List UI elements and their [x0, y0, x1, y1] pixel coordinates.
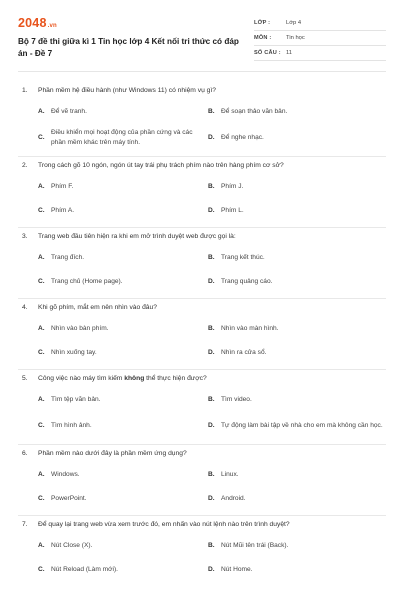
question-title: [18, 516, 386, 534]
option-letter: D.: [208, 349, 215, 357]
question-text: Trang web đầu tiên hiện ra khi em mở trình duyệt web được gọi là:: [38, 233, 236, 240]
option-letter: B.: [208, 471, 215, 479]
option-b[interactable]: [208, 100, 398, 124]
question-title: [18, 370, 386, 388]
option-a[interactable]: [38, 100, 208, 124]
option-text: Android.: [221, 495, 246, 503]
option-letter: D.: [208, 566, 215, 574]
logo-suffix: .vn: [47, 23, 57, 29]
question-title: [18, 445, 386, 463]
question-7: [18, 516, 386, 586]
option-text: Trang quảng cáo.: [221, 278, 273, 286]
option-letter: D.: [208, 495, 215, 503]
option-text: Nhìn xuống tay.: [51, 349, 97, 357]
option-text: Linux.: [221, 471, 239, 479]
option-text: Windows.: [51, 471, 80, 479]
meta-value: Tin học: [286, 35, 305, 41]
question-title: [18, 157, 386, 175]
page-title: Bộ 7 đề thi giữa kì 1 Tin học lớp 4 Kết nối tri thức có đáp án - Đề 7: [18, 37, 239, 58]
question-text: Phần mềm nào dưới đây là phần mềm ứng dụng?: [38, 450, 187, 457]
option-b[interactable]: [208, 175, 398, 199]
meta-value: Lớp 4: [286, 20, 302, 26]
option-c[interactable]: [38, 124, 208, 152]
option-letter: B.: [208, 542, 215, 550]
option-text: Nút Close (X).: [51, 542, 93, 550]
option-letter: B.: [208, 396, 215, 404]
question-text-part: Công việc nào máy tìm kiếm: [38, 375, 125, 382]
question-text-part: thể thực hiện được?: [144, 375, 207, 382]
option-letter: C.: [38, 207, 45, 215]
question-2: [18, 157, 386, 228]
option-a[interactable]: [38, 317, 208, 341]
option-c[interactable]: [38, 558, 208, 582]
option-a[interactable]: [38, 534, 208, 558]
question-title: [18, 299, 386, 317]
option-letter: C.: [38, 278, 45, 286]
question-title: [18, 82, 386, 100]
option-text: Phím A.: [51, 207, 75, 215]
question-number: 7.: [22, 521, 28, 528]
option-d[interactable]: [208, 558, 398, 582]
option-d[interactable]: [208, 124, 398, 152]
option-list: [18, 388, 386, 440]
option-text: Trang kết thúc.: [221, 254, 265, 262]
option-a[interactable]: [38, 246, 208, 270]
option-list: [18, 175, 386, 223]
question-1: [18, 82, 386, 157]
option-text: Trang đích.: [51, 254, 85, 262]
option-text: Nút Mũi tên trái (Back).: [221, 542, 289, 550]
question-number: 1.: [22, 87, 28, 94]
option-letter: A.: [38, 471, 45, 479]
option-letter: A.: [38, 396, 45, 404]
option-letter: D.: [208, 207, 215, 215]
question-3: [18, 228, 386, 299]
option-a[interactable]: [38, 175, 208, 199]
meta-row-grade: [254, 16, 386, 31]
question-text: Trong cách gõ 10 ngón, ngón út tay trái phụ trách phím nào trên hàng phím cơ sở?: [38, 162, 284, 169]
option-letter: B.: [208, 108, 215, 116]
option-b[interactable]: [208, 463, 398, 487]
option-text: Nhìn vào bàn phím.: [51, 325, 109, 333]
question-number: 6.: [22, 450, 28, 457]
option-c[interactable]: [38, 199, 208, 223]
option-c[interactable]: [38, 412, 208, 440]
option-letter: D.: [208, 422, 215, 430]
option-text: Trang chủ (Home page).: [51, 278, 123, 286]
option-list: [18, 317, 386, 365]
option-letter: A.: [38, 183, 45, 191]
option-letter: B.: [208, 325, 215, 333]
question-text-emphasis: không: [124, 375, 145, 382]
option-text: Phím J.: [221, 183, 244, 191]
option-letter: C.: [38, 134, 45, 142]
option-d[interactable]: [208, 487, 398, 511]
meta-label: MÔN :: [254, 35, 272, 41]
option-text: Nút Home.: [221, 566, 253, 574]
option-d[interactable]: [208, 270, 398, 294]
question-text: Phần mềm hệ điều hành (như Windows 11) có nhiệm vụ gì?: [38, 87, 216, 94]
option-d[interactable]: [208, 341, 398, 365]
option-text: Để vẽ tranh.: [51, 108, 87, 116]
option-letter: A.: [38, 325, 45, 333]
option-text: PowerPoint.: [51, 495, 87, 503]
question-list: [18, 72, 386, 586]
exam-meta: [250, 16, 386, 71]
option-letter: C.: [38, 566, 45, 574]
option-c[interactable]: [38, 341, 208, 365]
option-b[interactable]: [208, 534, 398, 558]
option-letter: B.: [208, 183, 215, 191]
question-text: Khi gõ phím, mắt em nên nhìn vào đâu?: [38, 304, 157, 311]
meta-label: SỐ CÂU :: [254, 50, 281, 56]
option-text: Để soạn thảo văn bản.: [221, 108, 288, 116]
header-left: [18, 16, 250, 71]
question-5: [18, 370, 386, 445]
option-text: Để nghe nhạc.: [221, 134, 264, 142]
question-number: 3.: [22, 233, 28, 240]
logo-text: 2048: [18, 16, 47, 30]
option-text: Điều khiển mọi hoạt động của phần cứng và các phần mềm khác trên máy tính.: [51, 129, 193, 146]
option-d[interactable]: [208, 199, 398, 223]
option-letter: D.: [208, 278, 215, 286]
option-c[interactable]: [38, 487, 208, 511]
question-text: Để quay lại trang web vừa xem trước đó, em nhấn vào nút lệnh nào trên trình duyệt?: [38, 521, 290, 528]
meta-row-count: [254, 46, 386, 61]
option-text: Tìm tệp văn bản.: [51, 396, 101, 404]
option-list: [18, 534, 386, 582]
question-4: [18, 299, 386, 370]
meta-value: 11: [286, 50, 293, 56]
option-list: [18, 246, 386, 294]
option-text: Phím F.: [51, 183, 74, 191]
question-6: [18, 445, 386, 516]
option-letter: A.: [38, 542, 45, 550]
option-text: Tìm video.: [221, 396, 252, 404]
exam-header: [18, 0, 386, 72]
option-letter: C.: [38, 495, 45, 503]
option-letter: B.: [208, 254, 215, 262]
option-list: [18, 463, 386, 511]
option-list: [18, 100, 386, 152]
option-letter: C.: [38, 349, 45, 357]
question-number: 5.: [22, 375, 28, 382]
option-text: Nút Reload (Làm mới).: [51, 566, 118, 574]
question-title: [18, 228, 386, 246]
option-text: Nhìn ra cửa sổ.: [221, 349, 267, 357]
option-b[interactable]: [208, 317, 398, 341]
option-letter: A.: [38, 254, 45, 262]
option-letter: C.: [38, 422, 45, 430]
option-text: Tự động làm bài tập về nhà cho em mà không cần học.: [221, 422, 383, 430]
option-c[interactable]: [38, 270, 208, 294]
option-b[interactable]: [208, 388, 398, 412]
option-a[interactable]: [38, 463, 208, 487]
question-number: 4.: [22, 304, 28, 311]
option-a[interactable]: [38, 388, 208, 412]
meta-label: LỚP :: [254, 20, 271, 26]
option-d[interactable]: [208, 412, 398, 440]
meta-row-subject: [254, 31, 386, 46]
site-logo[interactable]: [18, 16, 242, 33]
option-letter: A.: [38, 108, 45, 116]
option-letter: D.: [208, 134, 215, 142]
option-text: Phím L.: [221, 207, 244, 215]
option-b[interactable]: [208, 246, 398, 270]
option-text: Tìm hình ảnh.: [51, 422, 92, 430]
question-number: 2.: [22, 162, 28, 169]
question-text: [38, 374, 207, 384]
option-text: Nhìn vào màn hình.: [221, 325, 279, 333]
